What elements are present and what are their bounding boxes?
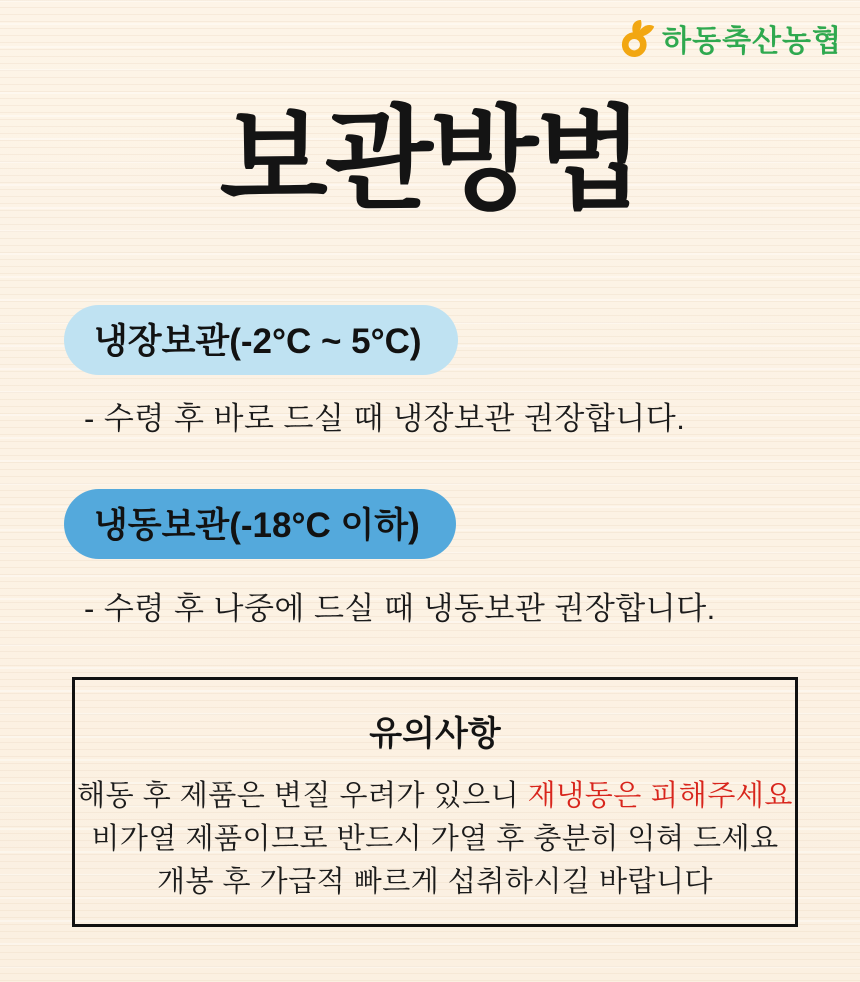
notice-box xyxy=(72,677,798,927)
notice-line-heating: 비가열 제품이므로 반드시 가열 후 충분히 익혀 드세요 xyxy=(91,823,779,855)
refrigerated-storage-description: - 수령 후 바로 드실 때 냉장보관 권장합니다. xyxy=(84,401,686,436)
notice-line-consume: 개봉 후 가급적 빠르게 섭취하시길 바랍니다 xyxy=(156,866,714,898)
notice-line-refreeze xyxy=(75,775,795,818)
refrigerated-storage-badge: 냉장보관(-2°C ~ 5°C) xyxy=(64,305,458,375)
brand-logo xyxy=(620,16,842,60)
nonghyup-flower-icon xyxy=(620,18,658,58)
notice-line-refreeze-warning: 재냉동은 피해주세요 xyxy=(527,780,793,812)
notice-lines xyxy=(75,775,795,904)
notice-title: 유의사항 xyxy=(369,715,501,753)
notice-line-refreeze-text: 해동 후 제품은 변질 우려가 있으니 xyxy=(77,780,528,812)
page-title: 보관방법 xyxy=(219,97,641,222)
brand-name: 하동축산농협 xyxy=(662,25,842,58)
frozen-storage-badge: 냉동보관(-18°C 이하) xyxy=(64,489,456,559)
frozen-storage-description: - 수령 후 나중에 드실 때 냉동보관 권장합니다. xyxy=(84,591,716,626)
